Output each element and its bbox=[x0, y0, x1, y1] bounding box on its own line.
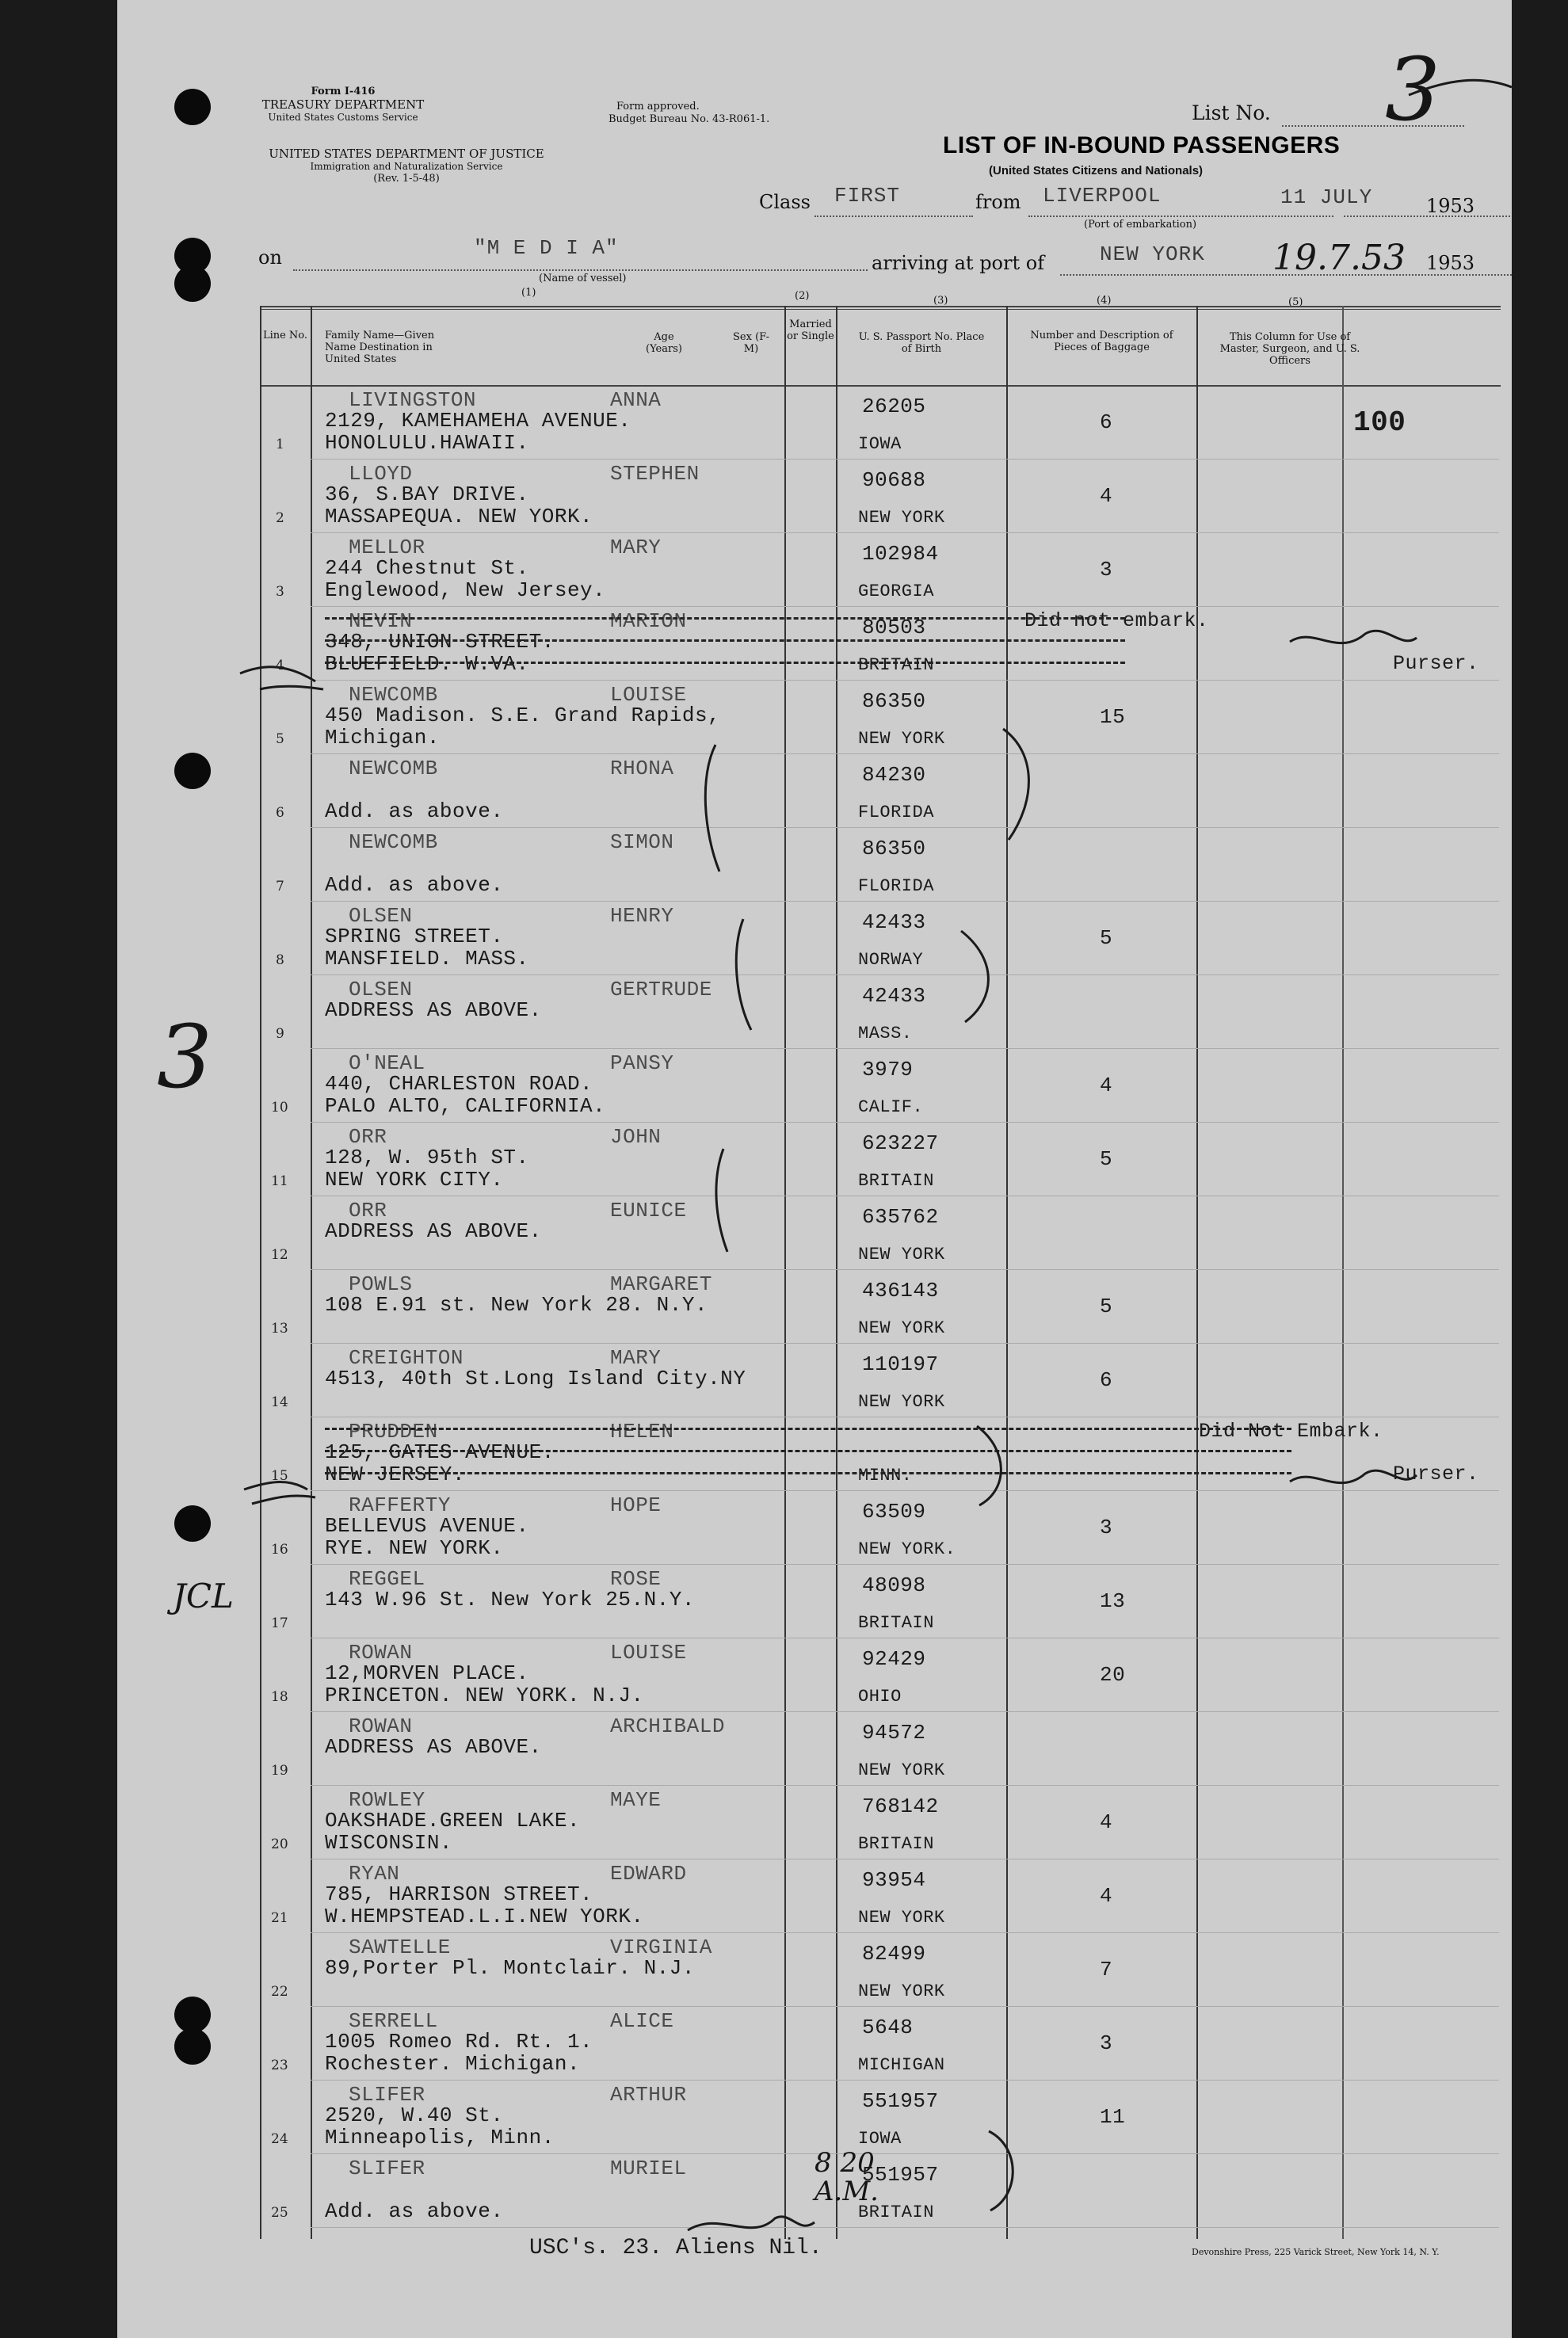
baggage-count: 6 bbox=[1100, 1368, 1113, 1392]
line-number: 4 bbox=[276, 658, 284, 673]
brace-orr bbox=[716, 1149, 727, 1252]
margin-initials: JCL bbox=[173, 1577, 234, 1615]
given-name: HELEN bbox=[610, 1420, 674, 1444]
baggage-count: 4 bbox=[1100, 1074, 1113, 1097]
address-line-1: 108 E.91 st. New York 28. N.Y. bbox=[325, 1293, 708, 1317]
passport-number: 86350 bbox=[862, 689, 926, 713]
bracket-rowan bbox=[977, 1426, 1001, 1505]
vessel-caption: (Name of vessel) bbox=[539, 273, 627, 284]
address-line-2: Rochester. Michigan. bbox=[325, 2052, 581, 2076]
baggage-count: 4 bbox=[1100, 484, 1113, 508]
place-of-birth: NEW YORK bbox=[858, 1760, 945, 1780]
line-number: 21 bbox=[271, 1910, 288, 1926]
line-number: 12 bbox=[271, 1247, 288, 1263]
passport-number: 82499 bbox=[862, 1942, 926, 1966]
address-line-1: 143 W.96 St. New York 25.N.Y. bbox=[325, 1588, 695, 1611]
passport-number: 80503 bbox=[862, 616, 926, 639]
line-number: 2 bbox=[276, 510, 284, 526]
given-name: ARTHUR bbox=[610, 2083, 687, 2107]
family-name: ORR bbox=[349, 1125, 387, 1149]
punch-hole bbox=[174, 89, 211, 125]
address-line-2: Michigan. bbox=[325, 726, 440, 749]
family-name: NEVIN bbox=[349, 609, 413, 633]
ins-label: Immigration and Naturalization Service bbox=[310, 161, 503, 172]
margin-numeral: 3 bbox=[157, 1006, 212, 1108]
line-number: 10 bbox=[271, 1100, 288, 1116]
row-4-margin-mark bbox=[240, 667, 323, 689]
baggage-count: 4 bbox=[1100, 1884, 1113, 1908]
place-of-birth: NEW YORK. bbox=[858, 1539, 956, 1559]
address-line-2: MANSFIELD. MASS. bbox=[325, 947, 529, 971]
place-of-birth: BRITAIN bbox=[858, 1613, 934, 1633]
address-line-2: PALO ALTO, CALIFORNIA. bbox=[325, 1094, 606, 1118]
officer-note: Purser. bbox=[1393, 652, 1479, 675]
place-of-birth: NEW YORK bbox=[858, 508, 945, 528]
given-name: MARY bbox=[610, 1346, 662, 1370]
col-num-3: (3) bbox=[933, 295, 948, 307]
place-of-birth: NEW YORK bbox=[858, 729, 945, 749]
purser-signature-2 bbox=[1290, 1470, 1417, 1482]
address-line-1: 244 Chestnut St. bbox=[325, 556, 529, 580]
place-of-birth: OHIO bbox=[858, 1687, 902, 1707]
address-line-1: 125, GATES AVENUE. bbox=[325, 1440, 555, 1464]
passport-number: 92429 bbox=[862, 1647, 926, 1671]
family-name: NEWCOMB bbox=[349, 830, 438, 854]
address-line-2: Add. as above. bbox=[325, 799, 504, 823]
passport-number: 42433 bbox=[862, 910, 926, 934]
punch-hole bbox=[174, 753, 211, 789]
address-line-2: WISCONSIN. bbox=[325, 1831, 453, 1855]
row-15-margin-mark bbox=[244, 1482, 315, 1504]
passport-number: 768142 bbox=[862, 1795, 939, 1818]
place-of-birth: FLORIDA bbox=[858, 803, 934, 822]
address-line-2: W.HEMPSTEAD.L.I.NEW YORK. bbox=[325, 1905, 644, 1928]
baggage-count: 13 bbox=[1100, 1589, 1126, 1613]
place-of-birth: CALIF. bbox=[858, 1097, 924, 1117]
place-of-birth: GEORGIA bbox=[858, 582, 934, 601]
rev-label: (Rev. 1-5-48) bbox=[373, 173, 440, 185]
line-number: 14 bbox=[271, 1394, 288, 1410]
col-header-married: Married or Single bbox=[787, 318, 834, 342]
family-name: OLSEN bbox=[349, 978, 413, 1001]
family-name: SLIFER bbox=[349, 2083, 425, 2107]
from-label: from bbox=[975, 191, 1021, 213]
address-line-1: 36, S.BAY DRIVE. bbox=[325, 482, 529, 506]
passport-number: 551957 bbox=[862, 2089, 939, 2113]
budget-label: Budget Bureau No. 43-R061-1. bbox=[609, 113, 770, 125]
place-of-birth: NEW YORK bbox=[858, 1981, 945, 2001]
departure-date: 11 JULY bbox=[1280, 185, 1373, 209]
family-name: LIVINGSTON bbox=[349, 388, 477, 412]
place-of-birth: NEW YORK bbox=[858, 1245, 945, 1264]
justice-label: UNITED STATES DEPARTMENT OF JUSTICE bbox=[269, 147, 544, 161]
place-of-birth: BRITAIN bbox=[858, 1834, 934, 1854]
on-label: on bbox=[258, 246, 282, 269]
baggage-count: 15 bbox=[1100, 705, 1126, 729]
col-header-baggage: Number and Description of Pieces of Baggage bbox=[1030, 330, 1173, 353]
punch-hole bbox=[174, 265, 211, 302]
bracket-slifer bbox=[989, 2131, 1013, 2210]
address-line-1: ADDRESS AS ABOVE. bbox=[325, 1735, 542, 1759]
baggage-count: 5 bbox=[1100, 1295, 1113, 1318]
given-name: JOHN bbox=[610, 1125, 662, 1149]
given-name: GERTRUDE bbox=[610, 978, 712, 1001]
line-number: 25 bbox=[271, 2205, 288, 2221]
address-line-2: RYE. NEW YORK. bbox=[325, 1536, 504, 1560]
family-name: RYAN bbox=[349, 1862, 400, 1886]
baggage-count: 5 bbox=[1100, 926, 1113, 950]
address-line-2: HONOLULU.HAWAII. bbox=[325, 431, 529, 455]
address-line-1: 1005 Romeo Rd. Rt. 1. bbox=[325, 2030, 593, 2054]
line-number: 8 bbox=[276, 952, 284, 968]
printer-credit: Devonshire Press, 225 Varick Street, New York 14, N. Y. bbox=[1192, 2247, 1440, 2257]
family-name: NEWCOMB bbox=[349, 757, 438, 780]
baggage-count: 7 bbox=[1100, 1958, 1113, 1981]
place-of-birth: FLORIDA bbox=[858, 876, 934, 896]
baggage-count: 3 bbox=[1100, 2031, 1113, 2055]
baggage-note: Did not embark. bbox=[1024, 609, 1209, 632]
address-line-1: 89,Porter Pl. Montclair. N.J. bbox=[325, 1956, 695, 1980]
col-num-4: (4) bbox=[1097, 295, 1112, 307]
col-num-1: (1) bbox=[521, 287, 536, 299]
family-name: O'NEAL bbox=[349, 1051, 425, 1075]
passport-number: 90688 bbox=[862, 468, 926, 492]
given-name: MARION bbox=[610, 609, 687, 633]
given-name: SIMON bbox=[610, 830, 674, 854]
line-number: 11 bbox=[271, 1173, 288, 1189]
passport-number: 86350 bbox=[862, 837, 926, 860]
line-number: 5 bbox=[276, 731, 284, 747]
bracket-olsen bbox=[961, 931, 988, 1022]
passport-number: 623227 bbox=[862, 1131, 939, 1155]
address-line-1: 128, W. 95th ST. bbox=[325, 1146, 529, 1169]
officer-note: 100 bbox=[1353, 406, 1406, 439]
baggage-count: 5 bbox=[1100, 1147, 1113, 1171]
address-line-1: 4513, 40th St.Long Island City.NY bbox=[325, 1367, 746, 1390]
passport-number: 436143 bbox=[862, 1279, 939, 1302]
given-name: ARCHIBALD bbox=[610, 1714, 725, 1738]
col-header-sex: Sex (F-M) bbox=[733, 331, 769, 355]
col-num-2: (2) bbox=[795, 290, 810, 302]
family-name: LLOYD bbox=[349, 462, 413, 486]
place-of-birth: NEW YORK bbox=[858, 1392, 945, 1412]
place-of-birth: NORWAY bbox=[858, 950, 924, 970]
given-name: HENRY bbox=[610, 904, 674, 928]
baggage-count: 20 bbox=[1100, 1663, 1126, 1687]
address-line-1: 12,MORVEN PLACE. bbox=[325, 1661, 529, 1685]
approved-label: Form approved. bbox=[616, 101, 700, 113]
given-name: ALICE bbox=[610, 2009, 674, 2033]
col-num-5: (5) bbox=[1288, 296, 1303, 308]
port-embark-caption: (Port of embarkation) bbox=[1084, 219, 1197, 231]
given-name: LOUISE bbox=[610, 1641, 687, 1665]
address-line-1: OAKSHADE.GREEN LAKE. bbox=[325, 1809, 581, 1833]
passport-number: 5648 bbox=[862, 2016, 914, 2039]
arrival-date: 19.7.53 bbox=[1272, 238, 1406, 278]
arrival-port: NEW YORK bbox=[1100, 242, 1205, 266]
brace-olsen bbox=[736, 919, 751, 1030]
place-of-birth: BRITAIN bbox=[858, 2203, 934, 2222]
place-of-birth: NEW YORK bbox=[858, 1318, 945, 1338]
family-name: PRUDDEN bbox=[349, 1420, 438, 1444]
line-number: 13 bbox=[271, 1321, 288, 1337]
vessel-name: "M E D I A" bbox=[474, 236, 619, 260]
family-name: ROWAN bbox=[349, 1714, 413, 1738]
family-name: ROWAN bbox=[349, 1641, 413, 1665]
given-name: EUNICE bbox=[610, 1199, 687, 1222]
address-line-1: 440, CHARLESTON ROAD. bbox=[325, 1072, 593, 1096]
footer-summary: USC's. 23. Aliens Nil. bbox=[529, 2236, 822, 2260]
line-number: 17 bbox=[271, 1615, 288, 1631]
list-no-value: 3 bbox=[1385, 39, 1440, 140]
family-name: NEWCOMB bbox=[349, 683, 438, 707]
line-number: 24 bbox=[271, 2131, 288, 2147]
place-of-birth: IOWA bbox=[858, 434, 902, 454]
given-name: VIRGINIA bbox=[610, 1936, 712, 1959]
place-of-birth: MASS. bbox=[858, 1024, 913, 1043]
line-number: 16 bbox=[271, 1542, 288, 1558]
family-name: OLSEN bbox=[349, 904, 413, 928]
passport-number: 635762 bbox=[862, 1205, 939, 1229]
family-name: REGGEL bbox=[349, 1567, 425, 1591]
given-name: RHONA bbox=[610, 757, 674, 780]
given-name: EDWARD bbox=[610, 1862, 687, 1886]
family-name: SAWTELLE bbox=[349, 1936, 451, 1959]
passport-number: 551957 bbox=[862, 2163, 939, 2187]
address-line-2: Englewood, New Jersey. bbox=[325, 578, 606, 602]
passport-number: 42433 bbox=[862, 984, 926, 1008]
punch-hole bbox=[174, 1505, 211, 1542]
family-name: POWLS bbox=[349, 1272, 413, 1296]
given-name: HOPE bbox=[610, 1493, 662, 1517]
line-number: 20 bbox=[271, 1836, 288, 1852]
arriving-label: arriving at port of bbox=[872, 252, 1045, 274]
address-line-2: MASSAPEQUA. NEW YORK. bbox=[325, 505, 593, 528]
place-of-birth: MICHIGAN bbox=[858, 2055, 945, 2075]
departure-year: 1953 bbox=[1426, 195, 1475, 217]
line-number: 1 bbox=[276, 437, 284, 452]
address-line-1: ADDRESS AS ABOVE. bbox=[325, 1219, 542, 1243]
address-line-2: NEW JERSEY. bbox=[325, 1463, 466, 1486]
family-name: ORR bbox=[349, 1199, 387, 1222]
family-name: MELLOR bbox=[349, 536, 425, 559]
place-of-birth: IOWA bbox=[858, 2129, 902, 2149]
line-number: 7 bbox=[276, 879, 284, 894]
family-name: CREIGHTON bbox=[349, 1346, 464, 1370]
col-header-age: Age (Years) bbox=[646, 331, 682, 355]
family-name: RAFFERTY bbox=[349, 1493, 451, 1517]
time-annotation: 8 20 A.M. bbox=[815, 2147, 879, 2207]
address-line-1: 785, HARRISON STREET. bbox=[325, 1882, 593, 1906]
passport-number: 63509 bbox=[862, 1500, 926, 1524]
col-header-officers: This Column for Use of Master, Surgeon, and U. S. Officers bbox=[1219, 331, 1360, 367]
address-line-2: BLUEFIELD. W.VA. bbox=[325, 652, 529, 676]
given-name: PANSY bbox=[610, 1051, 674, 1075]
given-name: LOUISE bbox=[610, 683, 687, 707]
given-name: ROSE bbox=[610, 1567, 662, 1591]
class-value: FIRST bbox=[834, 184, 901, 208]
passport-number: 93954 bbox=[862, 1868, 926, 1892]
line-number: 3 bbox=[276, 584, 284, 600]
line-number: 9 bbox=[276, 1026, 284, 1042]
baggage-note: Did Not Embark. bbox=[1199, 1420, 1383, 1443]
place-of-birth: MINN. bbox=[858, 1466, 913, 1486]
place-of-birth: BRITAIN bbox=[858, 655, 934, 675]
baggage-count: 11 bbox=[1100, 2105, 1126, 2129]
address-line-2: Add. as above. bbox=[325, 2199, 504, 2223]
place-of-birth: BRITAIN bbox=[858, 1171, 934, 1191]
address-line-1: BELLEVUS AVENUE. bbox=[325, 1514, 529, 1538]
place-of-birth: NEW YORK bbox=[858, 1908, 945, 1928]
baggage-count: 6 bbox=[1100, 410, 1113, 434]
document-title: LIST OF IN-BOUND PASSENGERS bbox=[943, 132, 1341, 158]
baggage-count: 4 bbox=[1100, 1810, 1113, 1834]
col-header-line-no: Line No. bbox=[262, 330, 308, 341]
given-name: MARGARET bbox=[610, 1272, 712, 1296]
passport-number: 26205 bbox=[862, 395, 926, 418]
from-value: LIVERPOOL bbox=[1043, 184, 1162, 208]
officer-signature bbox=[688, 2217, 815, 2230]
list-no-label: List No. bbox=[1192, 101, 1271, 124]
purser-signature-1 bbox=[1290, 631, 1417, 643]
address-line-2: Add. as above. bbox=[325, 873, 504, 897]
passport-number: 94572 bbox=[862, 1721, 926, 1745]
passport-number: 48098 bbox=[862, 1573, 926, 1597]
passport-number: 84230 bbox=[862, 763, 926, 787]
baggage-count: 3 bbox=[1100, 1516, 1113, 1539]
line-number: 15 bbox=[271, 1468, 288, 1484]
officer-note: Purser. bbox=[1393, 1463, 1479, 1486]
passport-number: 3979 bbox=[862, 1058, 914, 1081]
address-line-1: 450 Madison. S.E. Grand Rapids, bbox=[325, 704, 721, 727]
given-name: ANNA bbox=[610, 388, 662, 412]
address-line-2: Minneapolis, Minn. bbox=[325, 2126, 555, 2149]
line-number: 19 bbox=[271, 1763, 288, 1779]
punch-hole bbox=[174, 2028, 211, 2065]
address-line-1: 2129, KAMEHAMEHA AVENUE. bbox=[325, 409, 631, 433]
treasury-label: TREASURY DEPARTMENT bbox=[261, 97, 425, 112]
address-line-2: PRINCETON. NEW YORK. N.J. bbox=[325, 1684, 644, 1707]
address-line-2: NEW YORK CITY. bbox=[325, 1168, 504, 1192]
address-line-1: 348, UNION STREET. bbox=[325, 630, 555, 654]
col-header-name: Family Name—Given Name Destination in United States bbox=[325, 330, 435, 365]
baggage-count: 3 bbox=[1100, 558, 1113, 582]
family-name: SLIFER bbox=[349, 2157, 425, 2180]
address-line-1: SPRING STREET. bbox=[325, 925, 504, 948]
arrival-year: 1953 bbox=[1426, 252, 1475, 274]
customs-label: United States Customs Service bbox=[268, 112, 418, 123]
passport-number: 110197 bbox=[862, 1352, 939, 1376]
address-line-1: 2520, W.40 St. bbox=[325, 2103, 504, 2127]
family-name: SERRELL bbox=[349, 2009, 438, 2033]
line-number: 6 bbox=[276, 805, 284, 821]
line-number: 23 bbox=[271, 2058, 288, 2073]
document-subtitle: (United States Citizens and Nationals) bbox=[989, 164, 1204, 177]
brace-newcomb bbox=[705, 745, 719, 872]
list-no-swash bbox=[1409, 80, 1512, 95]
class-label: Class bbox=[759, 191, 811, 213]
address-line-1: ADDRESS AS ABOVE. bbox=[325, 998, 542, 1022]
given-name: MAYE bbox=[610, 1788, 662, 1812]
given-name: MARY bbox=[610, 536, 662, 559]
bracket-newcomb bbox=[1003, 729, 1028, 840]
given-name: MURIEL bbox=[610, 2157, 687, 2180]
manifest-sheet bbox=[117, 0, 1512, 2338]
family-name: ROWLEY bbox=[349, 1788, 425, 1812]
passport-number: 102984 bbox=[862, 542, 939, 566]
col-header-passport: U. S. Passport No. Place of Birth bbox=[858, 331, 985, 355]
form-number: Form I-416 bbox=[311, 86, 376, 97]
handwriting-marks bbox=[117, 0, 1512, 2338]
line-number: 18 bbox=[271, 1689, 288, 1705]
line-number: 22 bbox=[271, 1984, 288, 2000]
given-name: STEPHEN bbox=[610, 462, 700, 486]
